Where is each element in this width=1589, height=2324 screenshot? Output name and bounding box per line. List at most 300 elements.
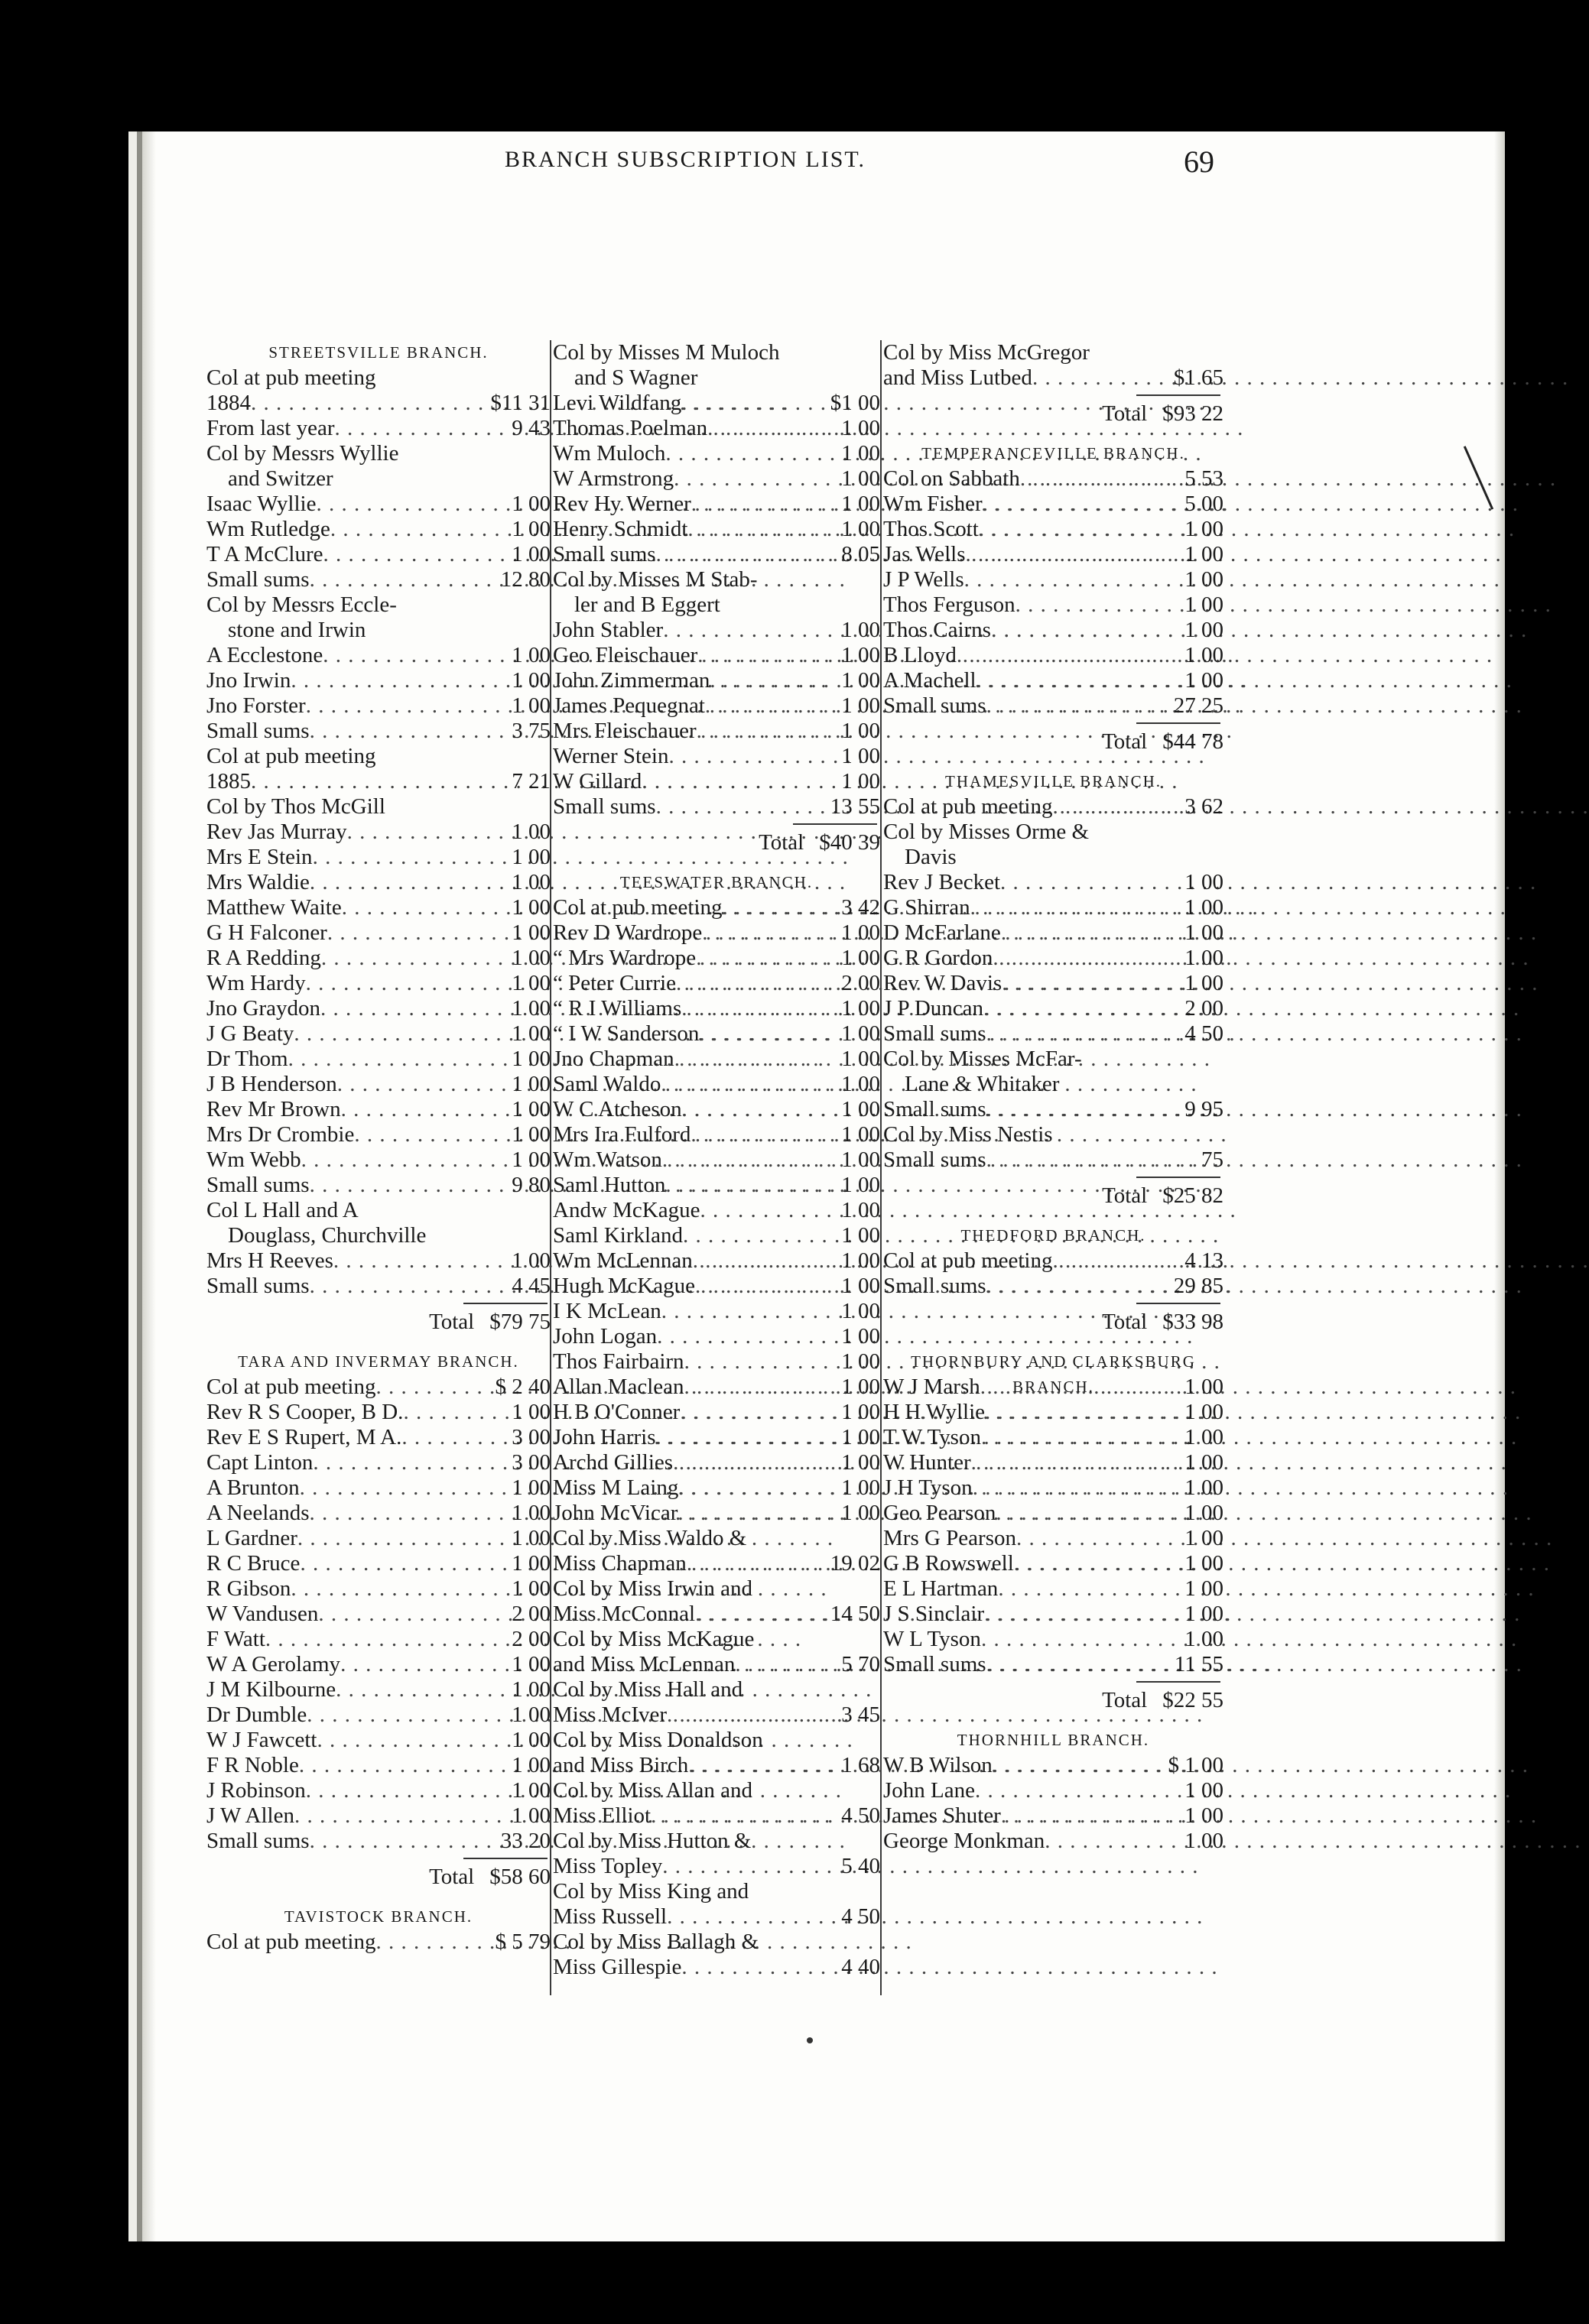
subscriber-name: Small sums <box>553 794 656 819</box>
subscription-amount: 3 75 <box>512 719 551 743</box>
subscriber-name: D McFarlane <box>883 920 1001 945</box>
subscription-amount: 4 50 <box>841 1904 880 1929</box>
collection-note: Col by Messrs Eccle- <box>206 592 397 617</box>
subscription-amount: 1 00 <box>512 1778 551 1803</box>
leader-dots <box>313 845 508 870</box>
leader-dots <box>310 1501 508 1526</box>
leader-dots <box>310 719 508 744</box>
leader-dots <box>1045 1829 1180 1854</box>
subscription-amount: 1 00 <box>512 1147 551 1172</box>
subscription-amount: 1 00 <box>512 668 551 693</box>
subscriber-name: R A Redding <box>206 946 321 970</box>
subscription-row <box>883 1400 1223 1425</box>
subscriber-name: Thomas Poelman <box>553 416 708 440</box>
leader-dots <box>251 391 486 416</box>
subscriber-name: G H Falconer <box>206 920 327 945</box>
subscription-row <box>206 643 551 668</box>
leader-dots <box>971 1450 1181 1475</box>
subscription-amount: 1 00 <box>841 769 880 794</box>
leader-dots <box>317 1728 507 1753</box>
subscriber-name: Small sums <box>883 1021 986 1046</box>
subscription-row <box>883 870 1223 895</box>
leader-dots <box>723 895 837 920</box>
subscription-amount: 1 00 <box>841 1501 880 1525</box>
subscription-amount: 1 00 <box>1184 542 1223 566</box>
leader-dots <box>656 794 826 820</box>
subscription-amount: 7 21 <box>512 769 551 794</box>
subscription-row <box>206 542 551 567</box>
leader-dots <box>299 1753 507 1778</box>
subscription-amount: 1 00 <box>841 1097 880 1121</box>
leader-dots <box>288 1047 508 1072</box>
subscriber-name: W Vandusen <box>206 1602 319 1626</box>
subscriber-name: and Miss Birch <box>553 1753 689 1777</box>
subscription-row <box>883 971 1223 996</box>
subscriber-name: John McVicar <box>553 1501 678 1525</box>
subscriber-name: Allan Maclean <box>553 1375 684 1399</box>
subscription-amount: 1 00 <box>1184 1829 1223 1853</box>
leader-dots <box>681 996 837 1021</box>
subscription-amount: 1 00 <box>841 1248 880 1273</box>
subscriber-name: E L Hartman <box>883 1576 999 1601</box>
subscription-amount: 1 00 <box>841 744 880 768</box>
subscriber-name: Miss McIver <box>553 1702 668 1727</box>
subscription-row <box>883 895 1223 920</box>
leader-dots <box>975 1778 1180 1803</box>
subscriber-name: Hugh McKague <box>553 1274 696 1298</box>
subscription-row <box>883 1526 1223 1551</box>
subscriber-name: W C Atcheson <box>553 1097 682 1121</box>
facing-page-edge <box>128 131 137 2241</box>
subscriber-name: Saml Hutton <box>553 1173 666 1197</box>
subscription-amount: 1 00 <box>1184 1627 1223 1651</box>
total-amount: $44 78 <box>1162 729 1223 754</box>
leader-dots <box>674 1047 837 1072</box>
collection-note: Col by Miss Allan and <box>553 1778 753 1803</box>
collection-note: Col by Miss Nestis <box>883 1122 1053 1147</box>
leader-dots <box>691 1122 837 1147</box>
total-rule <box>553 820 880 829</box>
collection-note: Col by Messrs Wyllie <box>206 441 399 466</box>
subscription-amount: $11 31 <box>490 391 551 415</box>
subscriber-name: 1884 <box>206 391 251 415</box>
leader-dots <box>1015 592 1181 618</box>
branch-heading: TARA AND INVERMAY BRANCH. <box>238 1352 519 1371</box>
leader-dots <box>642 769 837 794</box>
subscription-amount: $1 65 <box>1173 365 1223 390</box>
subscriber-name: G Shirran <box>883 895 970 920</box>
subscription-row <box>206 416 551 441</box>
leader-dots <box>991 618 1180 643</box>
subscription-row <box>883 1375 1223 1400</box>
subscription-amount: 1 00 <box>512 1021 551 1046</box>
subscription-amount: 13 55 <box>830 794 880 819</box>
subscription-row <box>206 1475 551 1501</box>
leader-dots <box>687 1551 826 1576</box>
branch-heading: THORNBURY AND CLARKSBURG BRANCH. <box>911 1352 1196 1396</box>
subscriber-name: Wm Rutledge <box>206 517 330 541</box>
leader-dots <box>683 1223 837 1248</box>
leader-dots <box>291 1576 507 1602</box>
subscription-row <box>883 1803 1223 1829</box>
subscription-amount: 1 00 <box>841 1400 880 1424</box>
subscription-amount: 29 85 <box>1173 1274 1223 1298</box>
subscription-amount: 1 00 <box>841 1047 880 1071</box>
subscription-amount: 1 00 <box>512 542 551 566</box>
subscription-row <box>883 946 1223 971</box>
subscription-row <box>206 1021 551 1047</box>
subscription-amount: 1 00 <box>1184 1400 1223 1424</box>
leader-dots <box>336 1677 507 1702</box>
subscription-amount: 1 00 <box>1184 517 1223 541</box>
subscriber-name: Rev W Davis <box>883 971 1002 995</box>
subscription-amount: 3 45 <box>841 1702 880 1727</box>
subscription-row <box>553 1501 880 1526</box>
subscription-row <box>206 1602 551 1627</box>
subscriber-name: Small sums <box>206 567 310 592</box>
collection-note: Col by Miss Hall and <box>553 1677 743 1702</box>
subscription-amount: 4 50 <box>1184 1021 1223 1046</box>
subscription-amount: 1 00 <box>841 1324 880 1349</box>
branch-total <box>553 829 880 856</box>
subscriber-name: Capt Linton <box>206 1450 314 1475</box>
collection-note: Col L Hall and A <box>206 1198 359 1222</box>
subscription-row <box>553 1425 880 1450</box>
subscription-amount: 12 80 <box>500 567 551 592</box>
subscription-amount: 1 00 <box>1184 592 1223 617</box>
leader-dots <box>663 618 837 643</box>
section-gap <box>883 1209 1223 1223</box>
subscription-row <box>883 567 1223 592</box>
total-rule <box>883 391 1223 400</box>
leader-dots <box>656 1425 837 1450</box>
subscription-amount: 1 00 <box>841 1223 880 1248</box>
leader-dots <box>668 744 837 769</box>
subscription-amount: 1 00 <box>841 1021 880 1046</box>
subscription-row <box>883 1602 1223 1627</box>
subscription-row <box>206 1627 551 1652</box>
subscriber-name: J P Duncan <box>883 996 984 1021</box>
collection-note: and Switzer <box>228 466 333 491</box>
subscriber-name: James Pequegnat <box>553 693 705 718</box>
subscriber-name: W B Wilson <box>883 1753 993 1777</box>
leader-dots <box>1014 1551 1180 1576</box>
leader-dots <box>693 1248 837 1274</box>
subscription-row <box>883 492 1223 517</box>
subscription-row <box>553 1147 880 1173</box>
branch-heading: THAMESVILLE BRANCH. <box>945 772 1162 790</box>
leader-dots <box>695 1602 826 1627</box>
collection-note: Col by Miss Waldo & <box>553 1526 747 1550</box>
leader-dots <box>980 1375 1181 1400</box>
subscriber-name: James Shuter <box>883 1803 1001 1828</box>
subscriber-name: Mrs Ira Fulford <box>553 1122 691 1147</box>
leader-dots <box>983 492 1181 517</box>
subscriber-name: H B O'Conner <box>553 1400 681 1424</box>
subscription-amount: 1 00 <box>841 1198 880 1222</box>
column-2 <box>553 340 880 1980</box>
collection-note: ler and B Eggert <box>574 592 720 617</box>
leader-dots <box>291 668 507 693</box>
subscription-row <box>206 996 551 1021</box>
leader-dots <box>986 1652 1170 1677</box>
subscription-row <box>553 391 880 416</box>
subscription-amount: 1 00 <box>841 1173 880 1197</box>
subscription-row <box>553 466 880 492</box>
subscription-row <box>206 1930 551 1955</box>
leader-dots <box>986 1147 1197 1173</box>
leader-dots <box>347 820 508 845</box>
subscription-row <box>553 946 880 971</box>
subscription-row <box>206 693 551 719</box>
branch-total <box>206 1863 551 1891</box>
subscriber-name: From last year <box>206 416 335 440</box>
subscriber-name: Wm Watson <box>553 1147 662 1172</box>
subscriber-name: J S Sinclair <box>883 1602 985 1626</box>
subscription-amount: 4 40 <box>841 1955 880 1979</box>
subscription-row <box>206 1274 551 1299</box>
subscriber-name: Saml Kirkland <box>553 1223 683 1248</box>
subscriber-name: R C Bruce <box>206 1551 301 1576</box>
leader-dots <box>665 441 837 466</box>
total-amount: $22 55 <box>1162 1688 1223 1712</box>
subscription-amount: 1 00 <box>1184 1375 1223 1399</box>
leader-dots <box>1016 1526 1180 1551</box>
subscription-row <box>553 1753 880 1778</box>
leader-dots <box>301 1147 508 1173</box>
subscription-row <box>553 618 880 643</box>
leader-dots <box>323 542 508 567</box>
subscriber-name: John Logan <box>553 1324 658 1349</box>
subscriber-name: T A McClure <box>206 542 323 566</box>
leader-dots <box>330 517 507 542</box>
subscription-amount: 14 50 <box>830 1602 880 1626</box>
leader-dots <box>684 1375 837 1400</box>
subscriber-name: “ Peter Currie <box>553 971 677 995</box>
subscriber-name: Mrs H Reeves <box>206 1248 333 1273</box>
subscription-row <box>206 1778 551 1803</box>
subscription-amount: 1 00 <box>512 895 551 920</box>
leader-dots <box>651 1803 837 1829</box>
subscription-row <box>553 517 880 542</box>
leader-dots <box>335 416 508 441</box>
subscription-row <box>206 668 551 693</box>
subscription-amount: 5 53 <box>1184 466 1223 491</box>
leader-dots <box>682 1097 837 1122</box>
collection-note: Col by Misses M Stab- <box>553 567 758 592</box>
subscription-row <box>883 1475 1223 1501</box>
subscription-amount: $ 1 00 <box>1168 1753 1223 1777</box>
subscriber-name: Matthew Waite <box>206 895 342 920</box>
subscription-row <box>553 1021 880 1047</box>
subscription-amount: 3 00 <box>512 1450 551 1475</box>
leader-dots <box>1020 466 1180 492</box>
subscription-row <box>883 618 1223 643</box>
total-label: Total <box>1102 1310 1148 1334</box>
subscription-row <box>553 1904 880 1930</box>
leader-dots <box>681 391 826 416</box>
subscriber-name: “ R I Williams <box>553 996 682 1021</box>
collection-note: Col at pub meeting <box>206 365 376 390</box>
subscriber-name: Levi Wildfang <box>553 391 682 415</box>
leader-dots <box>251 769 507 794</box>
leader-dots <box>699 1021 837 1047</box>
subscriber-name: John Zimmerman <box>553 668 710 693</box>
subscriber-name: A Brunton <box>206 1475 300 1500</box>
branch-heading: TAVISTOCK BRANCH. <box>284 1907 473 1926</box>
subscription-amount: 1 00 <box>512 1400 551 1424</box>
subscription-row <box>206 1375 551 1400</box>
leader-dots <box>340 1652 507 1677</box>
subscription-row <box>883 668 1223 693</box>
leader-dots <box>333 1248 507 1274</box>
leader-dots <box>986 1274 1169 1299</box>
subscriber-name: Rev E S Rupert, M A. <box>206 1425 402 1449</box>
subscription-amount: 1 00 <box>512 1248 551 1273</box>
subscription-amount: 1 00 <box>512 1551 551 1576</box>
subscription-amount: 1 00 <box>841 719 880 743</box>
subscription-amount: 1 00 <box>841 1147 880 1172</box>
subscription-amount: 1 00 <box>1184 643 1223 667</box>
subscription-row <box>883 1829 1223 1854</box>
collection-note: Lane & Whitaker <box>905 1072 1060 1096</box>
subscription-row <box>206 1097 551 1122</box>
total-rule <box>883 719 1223 728</box>
subscription-row <box>883 693 1223 719</box>
subscription-amount: 3 42 <box>841 895 880 920</box>
subscription-amount: 1 00 <box>512 1526 551 1550</box>
leader-dots <box>986 1021 1181 1047</box>
subscriber-name: Miss Chapman <box>553 1551 687 1576</box>
subscription-amount: 1 00 <box>841 466 880 491</box>
leader-dots <box>661 1072 837 1097</box>
subscriber-name: Small sums <box>883 1652 986 1676</box>
leader-dots <box>981 1627 1180 1652</box>
leader-dots <box>986 1097 1181 1122</box>
subscription-row <box>553 1854 880 1879</box>
subscription-amount: 1 00 <box>841 1349 880 1374</box>
subscription-amount: 1 00 <box>841 1450 880 1475</box>
collection-note: Col by Thos McGill <box>206 794 385 819</box>
leader-dots <box>678 1501 837 1526</box>
leader-dots <box>976 668 1181 693</box>
subscription-amount: 8 05 <box>841 542 880 566</box>
subscription-row <box>206 391 551 416</box>
subscription-row <box>206 1400 551 1425</box>
subscriber-name: Henry Schmidt <box>553 517 688 541</box>
subscription-amount: 1 00 <box>512 643 551 667</box>
leader-dots <box>306 693 508 719</box>
subscriber-name: B Lloyd <box>883 643 957 667</box>
total-label: Total <box>1102 1688 1148 1712</box>
subscriber-name: Archd Gillies <box>553 1450 674 1475</box>
subscriber-name: G B Rowswell <box>883 1551 1014 1576</box>
leader-dots <box>676 971 837 996</box>
subscription-amount: 1 00 <box>841 996 880 1021</box>
subscriber-name: F R Noble <box>206 1753 299 1777</box>
subscriber-name: Wm Hardy <box>206 971 306 995</box>
subscription-row <box>883 1627 1223 1652</box>
leader-dots <box>354 1122 507 1147</box>
branch-total <box>883 1686 1223 1714</box>
subscription-row <box>206 1753 551 1778</box>
leader-dots <box>294 1803 507 1829</box>
leader-dots <box>993 1753 1164 1778</box>
page-number: 69 <box>1184 144 1214 179</box>
subscriber-name: Jno Forster <box>206 693 306 718</box>
collection-note: Col by Miss Ballagh & <box>553 1930 759 1954</box>
subscription-amount: 1 00 <box>512 1047 551 1071</box>
subscriber-name: Thos Cairns <box>883 618 991 642</box>
leader-dots <box>707 416 837 441</box>
collection-note: Col by Miss King and <box>553 1879 749 1904</box>
subscriber-name: Miss Gillespie <box>553 1955 682 1979</box>
leader-dots <box>403 1400 507 1425</box>
subscription-amount: 1 00 <box>512 971 551 995</box>
leader-dots <box>327 920 507 946</box>
subscription-row <box>553 1803 880 1829</box>
leader-dots <box>984 1602 1180 1627</box>
leader-dots <box>1032 365 1169 391</box>
subscription-amount: 3 00 <box>512 1425 551 1449</box>
collection-note: Col at pub meeting <box>206 744 376 768</box>
subscription-row <box>883 592 1223 618</box>
leader-dots <box>306 1778 508 1803</box>
leader-dots <box>320 996 507 1021</box>
section-gap <box>883 1336 1223 1349</box>
subscription-row <box>883 1778 1223 1803</box>
leader-dots <box>705 693 837 719</box>
subscription-row <box>206 517 551 542</box>
subscription-row <box>553 492 880 517</box>
total-label: Total <box>429 1310 475 1334</box>
subscription-row <box>553 1047 880 1072</box>
subscription-row <box>553 1274 880 1299</box>
subscriber-name: Col on Sabbath <box>883 466 1020 491</box>
subscription-row <box>553 1551 880 1576</box>
subscriber-name: George Monkman <box>883 1829 1045 1853</box>
subscriber-name: Col at pub meeting <box>206 1375 376 1399</box>
subscription-amount: 75 <box>1201 1147 1223 1172</box>
subscription-amount: 33 20 <box>500 1829 551 1853</box>
subscription-amount: $ 5 79 <box>495 1930 551 1954</box>
subscription-row <box>553 1223 880 1248</box>
subscriber-name: A Ecclestone <box>206 643 323 667</box>
subscription-row <box>206 1803 551 1829</box>
subscription-row <box>553 920 880 946</box>
leader-dots <box>985 1400 1180 1425</box>
leader-dots <box>1002 971 1180 996</box>
subscription-amount: 4 13 <box>1184 1248 1223 1273</box>
subscription-amount: 2 00 <box>512 1602 551 1626</box>
subscription-amount: $1 00 <box>830 391 880 415</box>
subscriber-name: Miss McConnal <box>553 1602 696 1626</box>
subscriber-name: Andw McKague <box>553 1198 700 1222</box>
subscriber-name: “ I W Sanderson <box>553 1021 700 1046</box>
subscription-row <box>883 1753 1223 1778</box>
collection-note: Col by Miss Irwin and <box>553 1576 752 1601</box>
subscriber-name: Miss Elliot <box>553 1803 652 1828</box>
collection-note: Col by Misses M Muloch <box>553 340 780 365</box>
total-label: Total <box>759 830 804 855</box>
subscription-amount: 1 00 <box>512 1702 551 1727</box>
subscription-amount: 1 00 <box>841 517 880 541</box>
subscription-amount: 2 00 <box>1184 996 1223 1021</box>
subscription-amount: 2 00 <box>512 1627 551 1651</box>
subscription-amount: 1 00 <box>512 1122 551 1147</box>
section-gap <box>883 755 1223 769</box>
leader-dots <box>265 1627 507 1652</box>
